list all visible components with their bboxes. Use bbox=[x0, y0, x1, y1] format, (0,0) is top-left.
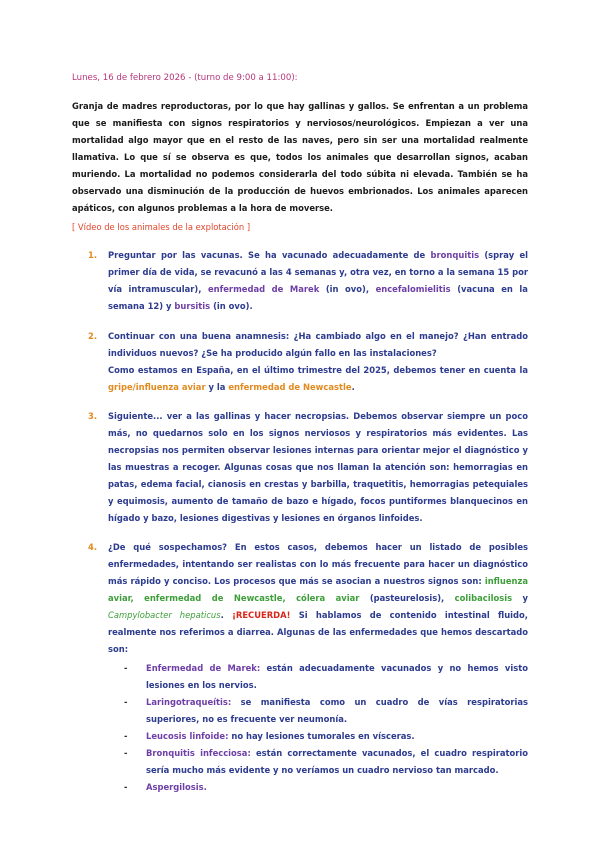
excluded-disease-item bbox=[108, 779, 528, 796]
step-text: (in ovo). bbox=[210, 301, 253, 311]
step-number: 1. bbox=[88, 250, 98, 260]
disease-description: no hay lesiones tumorales en vísceras. bbox=[228, 731, 415, 741]
disease-name: Leucosis linfoide: bbox=[146, 731, 229, 741]
reminder-label: ¡RECUERDA! bbox=[232, 610, 291, 620]
step-text: Siguiente... ver a las gallinas y hacer necropsias. Debemos observar siempre un poco más, no quedarnos solo en los signos nerviosos y respiratorios más evidentes. Las necropsias nos permiten observar lesiones internas para orientar mejor el diagnóstico y las muestras a recoger. Algunas cosas que nos llaman la atención son: hemorragias en patas, edema facial, cianosis en crestas y barbilla, traquetitis, hemorragias petequiales y equimosis, aumento de tamaño de bazo e hígado, focos puntiformes blanquecinos en hígado y bazo, lesiones digestivas y lesiones en órganos linfoides. bbox=[108, 411, 528, 523]
step-text: Continuar con una buena anamnesis: ¿Ha cambiado algo en el manejo? ¿Han entrado individuos nuevos? ¿Se ha producido algún fallo en las instalaciones? bbox=[108, 331, 528, 358]
step-text: (vacuna en la semana 12) y bbox=[108, 284, 528, 311]
step-text: (spray el primer día de vida, se revacunó a las 4 semanas y, otra vez, en torno a la semana 15 por vía intramuscular), bbox=[108, 250, 528, 294]
step-text: . bbox=[220, 610, 233, 620]
disease-description: están correctamente vacunados, el cuadro respiratorio sería mucho más evidente y no veríamos un cuadro nervioso tan marcado. bbox=[146, 748, 529, 775]
bullet-dash: - bbox=[124, 663, 128, 673]
disease-term: encefalomielitis bbox=[375, 284, 451, 294]
excluded-disease-item bbox=[108, 694, 528, 728]
disease-description: están adecuadamente vacunados y no hemos visto lesiones en los nervios. bbox=[146, 663, 528, 690]
step-item bbox=[72, 539, 528, 796]
step-item bbox=[72, 328, 528, 396]
step-text: Si hablamos de contenido intestinal fluido, realmente nos referimos a diarrea. Algunas de las enfermedades que hemos descartado son: bbox=[108, 610, 528, 654]
bullet-dash: - bbox=[124, 697, 128, 707]
excluded-disease-item bbox=[108, 728, 528, 745]
step-text: . bbox=[351, 382, 355, 392]
disease-name: Aspergilosis. bbox=[146, 782, 207, 792]
video-link[interactable]: [ Vídeo de los animales de la explotación ] bbox=[72, 222, 251, 232]
excluded-disease-item bbox=[108, 660, 528, 694]
bullet-dash: - bbox=[124, 782, 128, 792]
disease-term: bursitis bbox=[174, 301, 211, 311]
disease-term: enfermedad de Newcastle bbox=[228, 382, 352, 392]
step-text: ¿De qué sospechamos? En estos casos, debemos hacer un listado de posibles enfermedades, intentando ser realistas con lo más frecuente para hacer un diagnóstico más rápido y conciso. Los procesos que más se asocian a nuestros signos son: bbox=[108, 542, 528, 586]
step-text: (pasteurelosis), bbox=[359, 593, 455, 603]
step-text: (in ovo), bbox=[319, 284, 376, 294]
bullet-dash: - bbox=[124, 748, 128, 758]
excluded-disease-item bbox=[108, 745, 528, 779]
session-date-heading: Lunes, 16 de febrero 2026 - (turno de 9:00 a 11:00): bbox=[72, 73, 298, 83]
disease-term: enfermedad de Marek bbox=[207, 284, 320, 294]
case-introduction: Granja de madres reproductoras, por lo que hay gallinas y gallos. Se enfrentan a un problema que se manifiesta con signos respiratorios y nerviosos/neurológicos. Empiezan a ver una mortalidad algo mayor que en el resto de las naves, pero sin ser una mortalidad realmente llamativa. Lo que sí se observa es que, todos los animales que desarrollan signos, acaban muriendo. La mortalidad no podemos considerarla del todo súbita ni elevada. También se ha observado una disminución de la producción de huevos embrionados. Los animales aparecen apáticos, con algunos problemas a la hora de moverse. bbox=[72, 101, 528, 213]
disease-name: Enfermedad de Marek: bbox=[146, 663, 261, 673]
step-item bbox=[72, 247, 528, 315]
step-text: y la bbox=[205, 382, 229, 392]
excluded-diseases-list bbox=[108, 660, 528, 796]
disease-name: Laringotraqueítis: bbox=[146, 697, 232, 707]
disease-term: influenza aviar, enfermedad de Newcastle, cólera aviar bbox=[108, 576, 528, 603]
disease-term: bronquitis bbox=[430, 250, 480, 260]
disease-description: se manifiesta como un cuadro de vías respiratorias superiores, no es frecuente ver neumonía. bbox=[146, 697, 528, 724]
step-number: 4. bbox=[88, 542, 98, 552]
steps-list bbox=[72, 247, 528, 796]
step-number: 3. bbox=[88, 411, 98, 421]
disease-term: gripe/influenza aviar bbox=[108, 382, 206, 392]
disease-term: colibacilosis bbox=[454, 593, 513, 603]
disease-term: Campylobacter hepaticus bbox=[108, 610, 221, 620]
step-text: Como estamos en España, en el último trimestre del 2025, debemos tener en cuenta la bbox=[108, 365, 528, 375]
step-text: Preguntar por las vacunas. Se ha vacunado adecuadamente de bbox=[108, 250, 431, 260]
bullet-dash: - bbox=[124, 731, 128, 741]
step-number: 2. bbox=[88, 331, 98, 341]
disease-name: Bronquitis infecciosa: bbox=[146, 748, 251, 758]
step-item bbox=[72, 408, 528, 527]
step-text: y bbox=[512, 593, 529, 603]
